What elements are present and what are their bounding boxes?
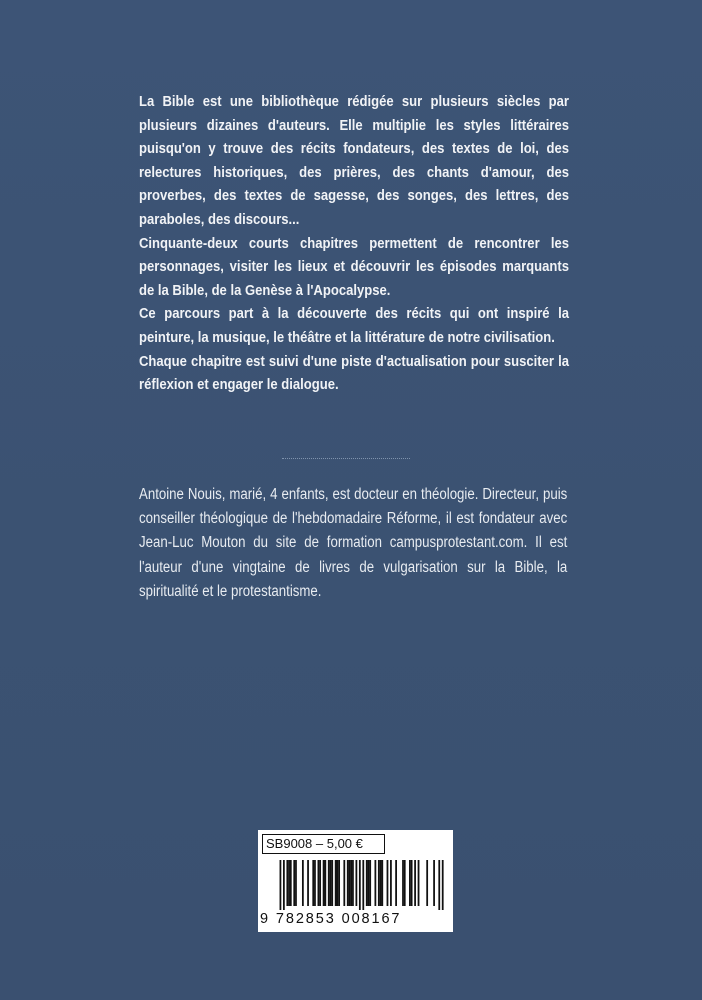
barcode-bar bbox=[411, 860, 413, 906]
barcode-bar bbox=[331, 860, 333, 906]
barcode-bar bbox=[368, 860, 370, 906]
barcode-bar bbox=[402, 860, 404, 906]
barcode-bar bbox=[335, 860, 337, 906]
blurb-paragraph-dialogue: Chaque chapitre est suivi d'une piste d'actualisation pour susciter la réflexion et engager le dialogue. bbox=[139, 352, 569, 394]
blurb-paragraph-styles: La Bible est une bibliothèque rédigée sur plusieurs siècles par plusieurs dizaines d'auteurs. Elle multiplie les styles littéraires puisqu'on y trouve des récits fondateurs, des textes de loi, des relectures historiques, des prières, des chants d'amour, des proverbes, des textes de sagesse, des songes, des lettres, des paraboles, des discours... bbox=[139, 93, 569, 228]
blurb-paragraph-chapters: Cinquante-deux courts chapitres permettent de rencontrer les personnages, visiter les lieux et découvrir les épisodes marquants de la Bible, de la Genèse à l'Apocalypse. bbox=[139, 234, 569, 299]
barcode-bar bbox=[323, 860, 325, 906]
barcode-bar bbox=[349, 860, 351, 906]
barcode-bar bbox=[369, 860, 371, 906]
barcode-bar bbox=[347, 860, 349, 906]
barcode-bar bbox=[442, 860, 444, 910]
barcode-bar bbox=[433, 860, 435, 906]
barcode-bar bbox=[318, 860, 320, 906]
barcode-bar bbox=[295, 860, 297, 906]
barcode-bar bbox=[359, 860, 361, 910]
isbn-number: 9 782853 008167 bbox=[260, 911, 402, 927]
barcode-bar bbox=[366, 860, 368, 906]
barcode-bar bbox=[438, 860, 440, 910]
barcode-icon bbox=[264, 860, 447, 910]
barcode-bar bbox=[426, 860, 428, 906]
barcode-sticker bbox=[258, 830, 453, 932]
barcode-bar bbox=[328, 860, 330, 906]
barcode-bar bbox=[338, 860, 340, 906]
product-code: SB9008 bbox=[266, 836, 313, 851]
blurb-paragraph-journey: Ce parcours part à la découverte des récits qui ont inspiré la peinture, la musique, le théâtre et la littérature de notre civilisation. bbox=[139, 305, 569, 346]
barcode-bar bbox=[283, 860, 285, 910]
author-bio: Antoine Nouis, marié, 4 enfants, est docteur en théologie. Directeur, puis conseiller théologique de l'hebdomadaire Réforme, il est fondateur avec Jean-Luc Mouton du site de formation campusprotestant.com. Il est l'auteur d'une vingtaine de livres de vulgarisation sur la Bible, la spiritualité et le protestantisme. bbox=[139, 486, 568, 600]
barcode-bar bbox=[418, 860, 420, 906]
barcode-bar bbox=[352, 860, 354, 906]
barcode-bar bbox=[350, 860, 352, 906]
barcode-bar bbox=[356, 860, 358, 906]
book-blurb bbox=[139, 90, 569, 397]
barcode-bar bbox=[378, 860, 380, 906]
barcode-bar bbox=[380, 860, 382, 906]
barcode-bar bbox=[288, 860, 290, 906]
barcode-bar bbox=[387, 860, 389, 906]
barcode-bar bbox=[404, 860, 406, 906]
barcode-bar bbox=[381, 860, 383, 906]
section-divider bbox=[282, 458, 410, 459]
barcode-bar bbox=[337, 860, 339, 906]
barcode-bar bbox=[280, 860, 282, 910]
barcode-bar bbox=[290, 860, 292, 906]
barcode-bar bbox=[307, 860, 309, 906]
barcode-bar bbox=[374, 860, 376, 906]
price-label bbox=[262, 834, 385, 854]
barcode-bar bbox=[286, 860, 288, 906]
barcode-bar bbox=[330, 860, 332, 906]
barcode-bar bbox=[302, 860, 304, 906]
barcode-bar bbox=[324, 860, 326, 906]
barcode-bar bbox=[343, 860, 345, 906]
price-separator: – bbox=[312, 836, 327, 851]
barcode-bar bbox=[314, 860, 316, 906]
barcode-bar bbox=[409, 860, 411, 906]
barcode-bar bbox=[414, 860, 416, 906]
barcode-bar bbox=[362, 860, 364, 910]
barcode-bar bbox=[390, 860, 392, 906]
barcode-bar bbox=[395, 860, 397, 906]
barcode-bar bbox=[293, 860, 295, 906]
price-value: 5,00 € bbox=[326, 836, 363, 851]
barcode-bar bbox=[319, 860, 321, 906]
barcode-bar bbox=[312, 860, 314, 906]
